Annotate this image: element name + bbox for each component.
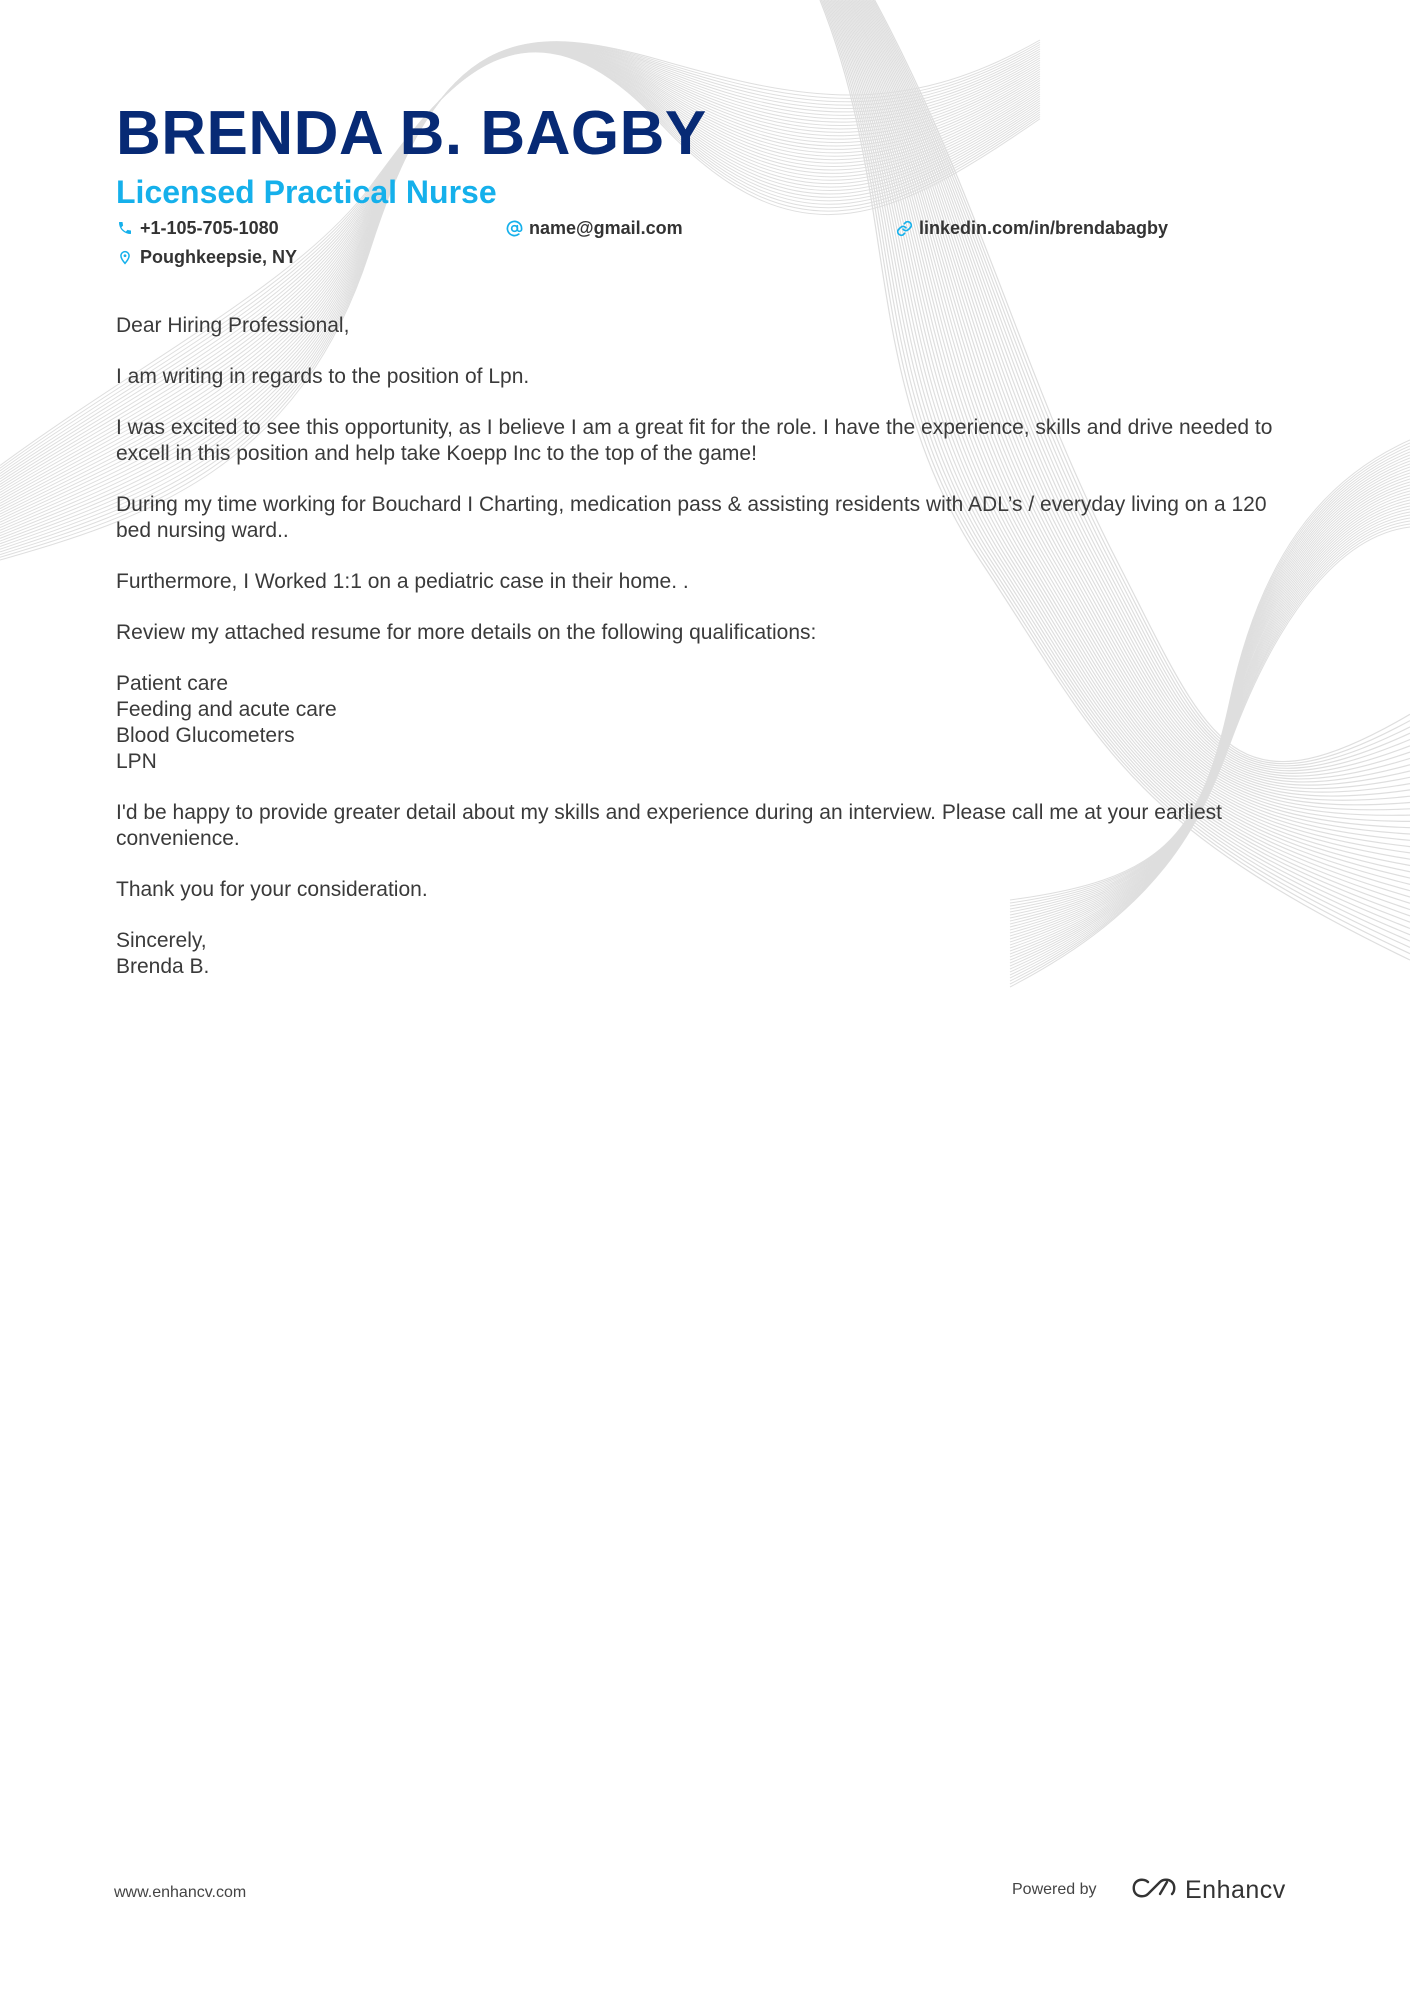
letter-signature: Brenda B. (116, 955, 210, 978)
phone-icon (116, 219, 134, 237)
letter-greeting: Dear Hiring Professional, (116, 314, 350, 337)
letter-signoff: Sincerely, (116, 929, 207, 952)
letter-paragraph: I was excited to see this opportunity, as I believe I am a great fit for the role. I have the experience, skills and drive needed to excell in this position and help take Koepp Inc to the top of the game! (116, 416, 1273, 465)
letter-paragraph: Review my attached resume for more details on the following qualifications: (116, 621, 817, 644)
location-text: Poughkeepsie, NY (140, 246, 298, 267)
letter-closing-paragraph: I'd be happy to provide greater detail about my skills and experience during an interview. Please call me at your earliest convenience. (116, 801, 1222, 850)
at-sign-icon (505, 219, 523, 237)
qualification-item: LPN (116, 750, 157, 773)
qualification-item: Blood Glucometers (116, 724, 295, 747)
letter-paragraph: Furthermore, I Worked 1:1 on a pediatric case in their home. . (116, 570, 689, 593)
contact-linkedin[interactable] (895, 216, 1168, 240)
letter-body (116, 313, 1296, 980)
candidate-title: Licensed Practical Nurse (116, 174, 497, 210)
qualifications-list (116, 671, 1296, 775)
candidate-name: BRENDA B. BAGBY (116, 99, 707, 168)
letter-thanks: Thank you for your consideration. (116, 878, 428, 901)
qualification-item: Feeding and acute care (116, 698, 337, 721)
contact-location (116, 245, 297, 269)
footer-brand-logo[interactable] (1131, 1876, 1286, 1905)
enhancv-logo-icon (1131, 1876, 1177, 1905)
letter-paragraph: During my time working for Bouchard I Charting, medication pass & assisting residents with ADL’s / everyday living on a 120 bed nursing ward.. (116, 493, 1267, 542)
linkedin-text: linkedin.com/in/brendabagby (919, 217, 1169, 238)
footer-powered-by: Powered by (1012, 1881, 1097, 1898)
email-text: name@gmail.com (529, 217, 683, 238)
contact-email[interactable] (505, 216, 683, 240)
contact-phone[interactable] (116, 216, 279, 240)
link-icon (895, 219, 913, 237)
qualification-item: Patient care (116, 672, 229, 695)
footer-brand-name: Enhancv (1185, 1876, 1286, 1904)
phone-text: +1-105-705-1080 (140, 217, 279, 238)
map-pin-icon (116, 248, 134, 266)
footer-website-link[interactable]: www.enhancv.com (114, 1884, 247, 1901)
letter-paragraph: I am writing in regards to the position of Lpn. (116, 365, 530, 388)
